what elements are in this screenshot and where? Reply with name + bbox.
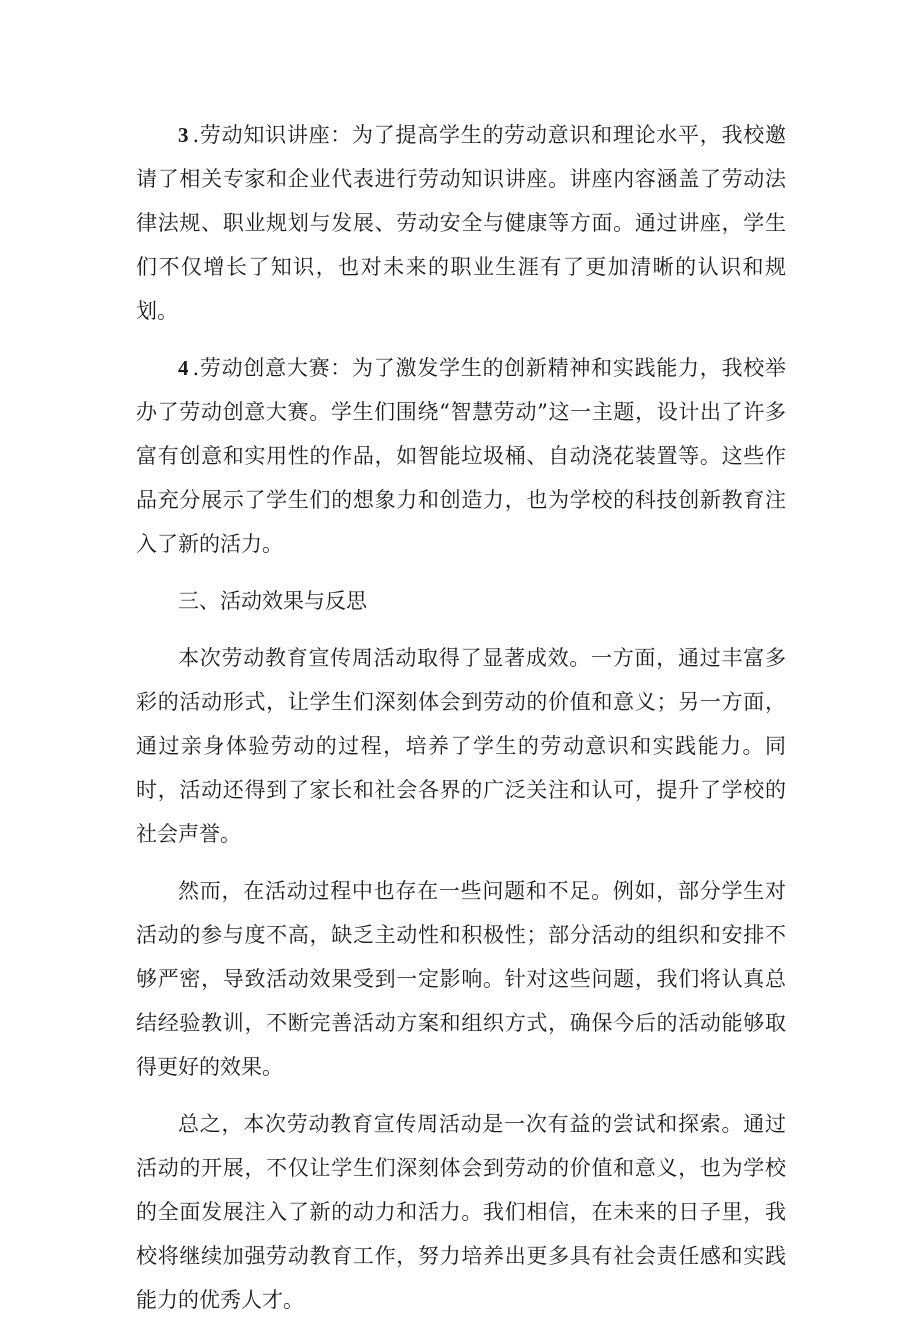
item-text: .劳动知识讲座：为了提高学生的劳动意识和理论水平，我校邀请了相关专家和企业代表进行劳动知识讲座。讲座内容涵盖了劳动法律法规、职业规划与发展、劳动安全与健康等方面。通过讲座，学生们不仅增长了知识，也对未来的职业生涯有了更加清晰的认识和规划。 xyxy=(136,123,786,323)
numbered-item-3 xyxy=(136,113,786,333)
numbered-item-4 xyxy=(136,346,786,566)
document-body xyxy=(136,113,786,1335)
paragraph-shortcomings: 然而，在活动过程中也存在一些问题和不足。例如，部分学生对活动的参与度不高，缺乏主动性和积极性；部分活动的组织和安排不够严密，导致活动效果受到一定影响。针对这些问题，我们将认真总结经验教训，不断完善活动方案和组织方式，确保今后的活动能够取得更好的效果。 xyxy=(136,879,786,1079)
item-number: 3 xyxy=(178,123,189,147)
section-heading: 三、活动效果与反思 xyxy=(178,589,367,613)
paragraph-effects: 本次劳动教育宣传周活动取得了显著成效。一方面，通过丰富多彩的活动形式，让学生们深刻体会到劳动的价值和意义；另一方面，通过亲身体验劳动的过程，培养了学生的劳动意识和实践能力。同时，活动还得到了家长和社会各界的广泛关注和认可，提升了学校的社会声誉。 xyxy=(136,646,786,846)
item-text: .劳动创意大赛：为了激发学生的创新精神和实践能力，我校举办了劳动创意大赛。学生们围绕“智慧劳动”这一主题，设计出了许多富有创意和实用性的作品，如智能垃圾桶、自动浇花装置等。这些作品充分展示了学生们的想象力和创造力，也为学校的科技创新教育注入了新的活力。 xyxy=(136,356,786,556)
item-number: 4 xyxy=(178,356,189,380)
paragraph-conclusion: 总之，本次劳动教育宣传周活动是一次有益的尝试和探索。通过活动的开展，不仅让学生们深刻体会到劳动的价值和意义，也为学校的全面发展注入了新的动力和活力。我们相信，在未来的日子里，我校将继续加强劳动教育工作，努力培养出更多具有社会责任感和实践能力的优秀人才。 xyxy=(136,1112,786,1312)
